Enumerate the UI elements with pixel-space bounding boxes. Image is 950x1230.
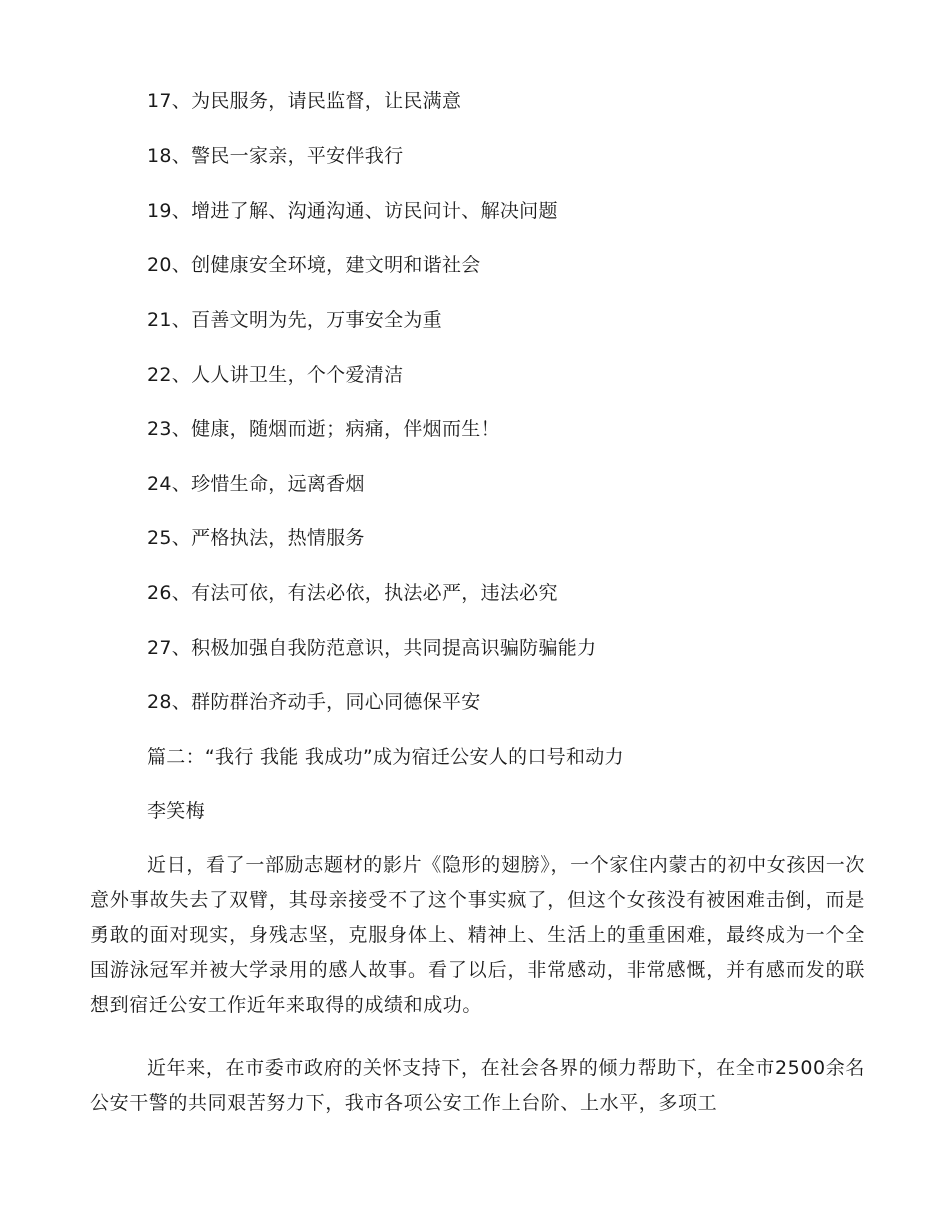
list-item: 26、有法可依，有法必依，执法必严，违法必究: [147, 582, 558, 604]
list-item: 22、人人讲卫生，个个爱清洁: [147, 364, 404, 386]
list-item: 27、积极加强自我防范意识，共同提高识骗防骗能力: [147, 637, 597, 659]
list-item: 18、警民一家亲，平安伴我行: [147, 145, 404, 167]
article-paragraph: 近年来，在市委市政府的关怀支持下，在社会各界的倾力帮助下，在全市2500余名公安干警的共同艰苦努力下，我市各项公安工作上台阶、上水平，多项工: [90, 1057, 865, 1114]
list-item: 23、健康，随烟而逝；病痛，伴烟而生！: [147, 418, 500, 440]
article-author: 李笑梅: [147, 800, 205, 822]
article-paragraph: 近日，看了一部励志题材的影片《隐形的翅膀》，一个家住内蒙古的初中女孩因一次意外事故失去了双臂，其母亲接受不了这个事实疯了，但这个女孩没有被困难击倒，而是勇敢的面对现实，身残志坚，克服身体上、精神上、生活上的重重困难，最终成为一个全国游泳冠军并被大学录用的感人故事。看了以后，非常感动，非常感慨，并有感而发的联想到宿迁公安工作近年来取得的成绩和成功。: [90, 854, 865, 1016]
list-item: 24、珍惜生命，远离香烟: [147, 473, 365, 495]
list-item: 25、严格执法，热情服务: [147, 527, 365, 549]
article-heading: 篇二：“我行 我能 我成功”成为宿迁公安人的口号和动力: [147, 746, 624, 768]
list-item: 21、百善文明为先，万事安全为重: [147, 309, 442, 331]
list-item: 17、为民服务，请民监督，让民满意: [147, 90, 462, 112]
list-item: 20、创健康安全环境，建文明和谐社会: [147, 254, 481, 276]
list-item: 28、群防群治齐动手，同心同德保平安: [147, 691, 481, 713]
list-item: 19、增进了解、沟通沟通、访民问计、解决问题: [147, 200, 558, 222]
